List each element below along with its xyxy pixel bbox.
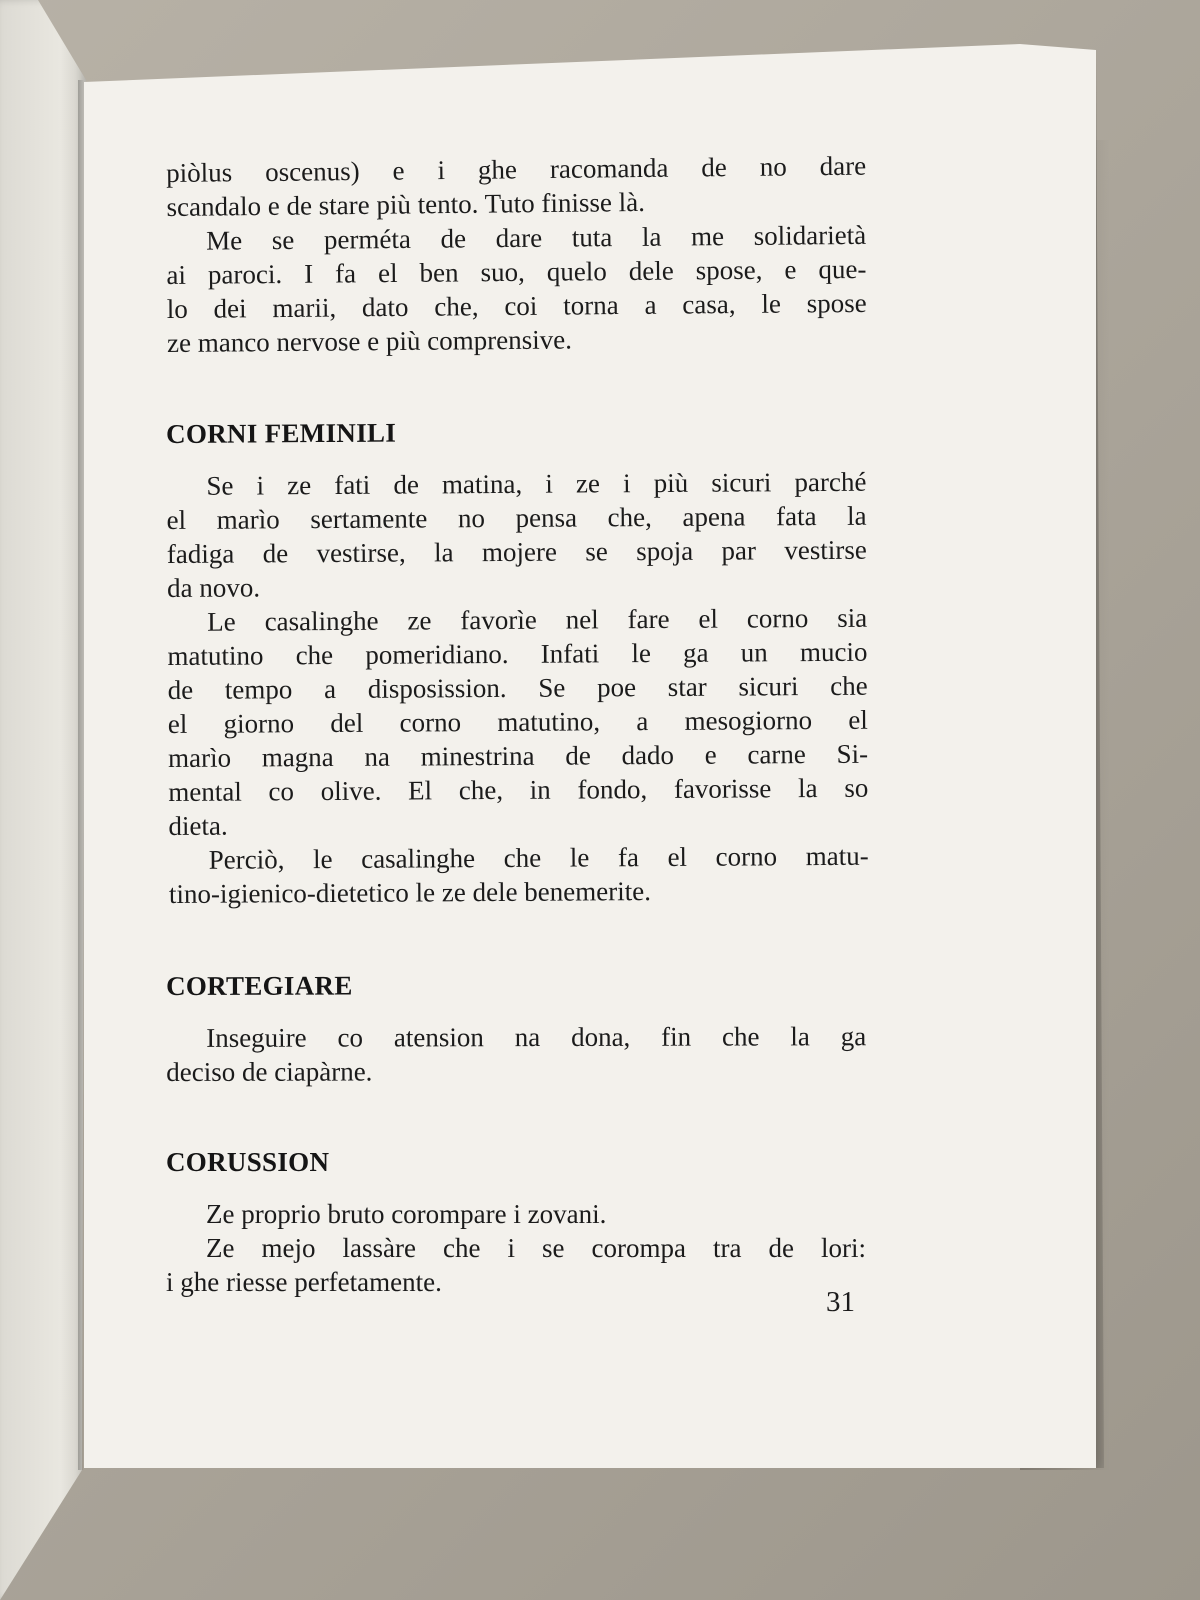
text-line: fadiga de vestirse, la mojere se spoja par vestirse (166, 534, 867, 569)
text-line: Me se perméta de dare tuta la me solidarietà (206, 219, 867, 256)
text-line: marìo magna na minestrina de dado e carne Si- (167, 738, 869, 773)
left-facing-page (0, 0, 86, 1600)
text-line: Se i ze fati de matina, i ze i più sicuri parché (206, 466, 867, 501)
text-line: Le casalinghe ze favorìe nel fare el corno sia (207, 602, 868, 637)
text-line: mental co olive. El che, in fondo, favorisse la so (168, 772, 869, 807)
text-line: lo dei marii, dato che, coi torna a casa, le spose (166, 287, 867, 324)
text-line: de tempo a disposission. Se poe star sicuri che (167, 670, 868, 705)
section-heading: CORUSSION (166, 1147, 330, 1177)
text-line: Ze mejo lassàre che i se corompa tra de lori: (206, 1233, 866, 1263)
text-line: da novo. (166, 572, 261, 603)
text-line: ze manco nervose e più comprensive. (166, 324, 572, 358)
section-corni-feminili (166, 413, 869, 911)
text-line: tino-igienico-dietetico le ze dele benemerite. (168, 876, 652, 909)
text-line: el giorno del corno matutino, a mesogiorno el (167, 704, 868, 739)
text-line: Perciò, le casalinghe che le fa el corno matu- (208, 840, 869, 875)
text-line: ai paroci. I fa el ben suo, quelo dele spose, e que- (166, 253, 867, 290)
text-line: matutino che pomeridiano. Infati le ga un mucio (167, 636, 868, 671)
text-line: dieta. (168, 810, 228, 841)
page-number: 31 (826, 1286, 855, 1318)
text-line: Ze proprio bruto corompare i zovani. (206, 1199, 607, 1229)
text-line: i ghe riesse perfetamente. (166, 1267, 442, 1297)
intro-paragraph-2 (166, 218, 867, 360)
text-line: deciso de ciapàrne. (166, 1056, 373, 1087)
section-corussion (166, 1145, 866, 1299)
section-heading: CORNI FEMINILI (166, 417, 397, 449)
text-line: el marìo sertamente no pensa che, apena fata la (166, 500, 867, 535)
text-line: Inseguire co atension na dona, fin che la ga (206, 1021, 867, 1053)
section-heading: CORTEGIARE (166, 970, 353, 1001)
text-line: scandalo e de stare più tento. Tuto finisse là. (166, 186, 646, 222)
section-cortegiare (166, 967, 866, 1089)
book-gutter (78, 80, 84, 1470)
text-line: piòlus oscenus) e i ghe racomanda de no dare (166, 150, 867, 188)
page-content (166, 150, 869, 1299)
intro-paragraph-1 (166, 149, 867, 224)
